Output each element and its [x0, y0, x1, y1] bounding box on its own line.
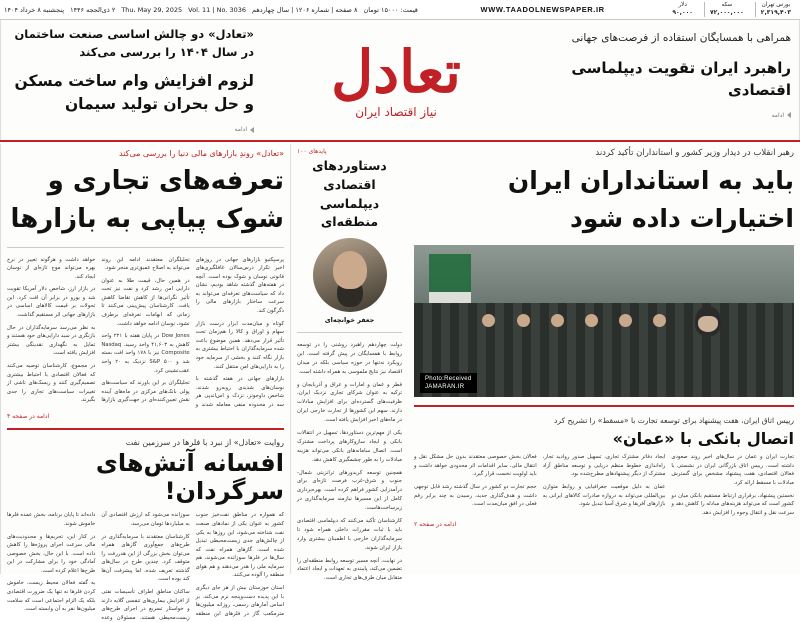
meta-box-coin	[704, 2, 749, 16]
site-url[interactable]: WWW.TAADOLNEWSPAPER.IR	[480, 5, 605, 14]
issue-volume: Vol. 11 | No. 3036	[188, 5, 247, 14]
person-head	[517, 314, 530, 327]
paragraph: همچنین توسعه کریدورهای ترانزیتی شمال-جنوب و شرق-غرب فرصت تازه‌ای برای درآمدزایی کشور فراهم کرده است. بهره‌برداری کامل از این مسیرها نیازمند سرمایه‌گذاری در زیرساخت‌هاست.	[297, 469, 402, 512]
masthead-right-teaser	[0, 20, 262, 140]
person-head	[551, 314, 564, 327]
masthead-left-headline[interactable]: راهبرد ایران تقویت دیپلماسی اقتصادی	[571, 58, 791, 100]
paragraph: تجارت ایران و عمان در سال‌های اخیر روند صعودی داشته است. رییس اتاق بازرگانی ایران در نشستی با فعالان اقتصادی، هفت پیشنهاد مشخص برای گسترش مبادلات با مسقط ارائه کرد.	[671, 454, 794, 486]
paragraph: استان خوزستان بیش از هر جای دیگری با این پدیده دست‌وپنجه نرم می‌کند. بر اساس آمارهای رسمی، روزانه میلیون‌ها مترمکعب گاز در فلرهای این منطقه سوزانده می‌شود که ارزش اقتصادی آن به میلیاردها تومان می‌رسد.	[101, 512, 284, 617]
feature-body	[7, 511, 284, 622]
meta-value-dollar: ۹۰,۰۰۰	[672, 9, 693, 17]
second-story-headline[interactable]: اتصال بانکی با «عمان»	[612, 429, 794, 449]
paragraph: در نهایت، آنچه مسیر توسعه روابط منطقه‌ای را تضمین می‌کند، پایبندی به تعهدات و ایجاد اعتماد متقابل میان طرف‌های تجاری است.	[297, 557, 402, 582]
paragraph: ایجاد دفاتر مشترک تجاری، تسهیل صدور روادید تجار، راه‌اندازی خطوط منظم دریایی و توسعه مناطق آزاد مشترک از دیگر پیشنهادهای مطرح‌شده بود.	[542, 454, 666, 478]
divider-red	[7, 428, 284, 430]
right-story-continue[interactable]: ادامه در صفحه ۴	[7, 413, 50, 421]
paragraph: عمان به دلیل موقعیت جغرافیایی و روابط متوازن بین‌المللی می‌تواند به دروازه صادرات کالاهای ایرانی به بازارهای آفریقا و شرق آسیا تبدیل شود.	[542, 483, 666, 508]
paragraph: نخستین پیشنهاد، برقراری ارتباط مستقیم بانکی میان دو کشور است که می‌تواند هزینه‌های مبادله را کاهش دهد و سرعت نقل و انتقال وجوه را افزایش دهد.	[671, 492, 794, 516]
column-right	[0, 144, 290, 621]
lead-story-photo	[414, 245, 794, 397]
paragraph: به نظر می‌رسد سرمایه‌گذاران در حال بازنگری در سبد دارایی‌های خود هستند و تمایل به نگهداری نقدینگی بیشتر افزایش یافته است.	[7, 324, 96, 357]
feature-headline[interactable]: افسانه آتش‌های سرگردان!	[95, 449, 284, 506]
second-story-continue[interactable]: ادامه در صفحه ۲	[414, 521, 457, 529]
divider-red	[414, 405, 794, 407]
mid-column-title[interactable]: دستاوردهای اقتصادی دیپلماسی منطقه‌ای	[312, 158, 387, 230]
paragraph: کوتاه و میان‌مدت ابزار درست بازار سهام و اوراق و کالا را هم‌زمان تحت تأثیر قرار می‌دهد. همین موضوع باعث شده سرمایه‌گذاران با احتیاط بیشتری به بازار نگاه کنند و بخشی از سرمایه خود را به دارایی‌های امن منتقل کنند.	[195, 320, 284, 370]
topbar	[0, 0, 800, 20]
paragraph: در بازار ارز، شاخص دلار آمریکا تقویت شد و یورو در برابر آن افت کرد. این تحولات بر قیمت کالاهای اساسی در بازارهای جهانی اثر مستقیم گذاشت.	[7, 286, 96, 319]
second-story-body	[414, 453, 794, 517]
section-badge: پایدهای ۱۰۰	[297, 148, 327, 155]
date-persian: پنجشنبه ۸ خرداد ۱۴۰۴	[4, 5, 65, 14]
paragraph: یکی از مهم‌ترین دستاوردها، تسهیل در انتقالات بانکی و ایجاد سازوکارهای پرداخت مشترک است. اتصال سامانه‌های بانکی می‌تواند هزینه مبادلات را به طور چشمگیری کاهش دهد.	[297, 430, 402, 463]
lead-story-headline[interactable]: باید به استانداران ایران اختیارات داده شود	[507, 166, 794, 233]
paragraph: در همین حال، قیمت طلا به عنوان دارایی امن رشد کرد و نفت نیز تحت تأثیر نگرانی‌ها از کاهش تقاضا کاهش یافت. کارشناسان پیش‌بینی می‌کنند تا زمانی که ابهامات تعرفه‌ای برطرف نشود، نوسان ادامه خواهد داشت.	[101, 277, 190, 327]
more-label-left: ادامه	[771, 111, 784, 119]
paragraph: تحلیلگران بر این باورند که سیاست‌های پولی بانک‌های مرکزی در ماه‌های آینده نقش تعیین‌کننده‌ای در جهت‌گیری بازارها خواهد داشت و هرگونه تغییر در نرخ بهره می‌تواند موج تازه‌ای از نوسان ایجاد کند.	[7, 256, 190, 404]
masthead	[0, 20, 800, 142]
masthead-right-more[interactable]	[235, 126, 254, 133]
person-head	[585, 314, 598, 327]
meta-label-coin: سکه	[721, 2, 733, 9]
feature-kicker: روایت «تعادل» از نبرد با فلرها در سرزمین نفت	[125, 438, 284, 448]
paragraph: در مجموع، کارشناسان توصیه می‌کنند که فعالان اقتصادی با احتیاط بیشتری تصمیم‌گیری کنند و ریسک‌های ناشی از تغییرات سیاست‌های تجاری را جدی بگیرند.	[7, 362, 96, 404]
masthead-left-more[interactable]	[772, 112, 791, 119]
mid-column-body	[297, 341, 402, 583]
newspaper-tagline: نیاز اقتصاد ایران	[355, 105, 437, 119]
topbar-date-group	[4, 6, 418, 14]
author-name: جعفر خوانچه‌ای	[324, 316, 375, 324]
masthead-left-kicker: همراهی با همسایگان استفاده از فرصت‌های جهانی	[571, 32, 791, 44]
masthead-right-headline[interactable]: لزوم افزایش وام ساخت مسکن و حل بحران تولید سیمان	[14, 71, 254, 113]
paragraph: در کنار این، تحریم‌ها و محدودیت‌های مالی سرعت اجرای پروژه‌ها را کاهش داده است. با این حال، بخش خصوصی آمادگی خود را برای مشارکت در این طرح‌ها اعلام کرده است.	[7, 533, 96, 574]
meta-label-bourse: بورس تهران	[761, 2, 791, 9]
second-story-kicker: رییس اتاق ایران، هفت پیشنهاد برای توسعه تجارت با «مسقط» را تشریح کرد	[554, 416, 794, 425]
paragraph: به گفته فعالان محیط زیست، خاموش کردن فلرها نه تنها یک ضرورت اقتصادی بلکه یک الزام اجتماعی است که سلامت میلیون‌ها نفر به آن وابسته است.	[7, 580, 96, 613]
paragraph: که همواره در مناطق نفت‌خیز جنوب کشور به عنوان یکی از نمادهای صنعت نفت شناخته می‌شود، این روزها به یکی از چالش‌های جدی زیست‌محیطی تبدیل شده است. گازهای همراه نفت که سال‌ها در فلرها سوزانده می‌شوند، هم سرمایه ملی را هدر می‌دهند و هم هوای منطقه را آلوده می‌کنند.	[195, 512, 284, 579]
paragraph: Dow Jones در پایان هفته با ۲۲۱ واحد کاهش به ۴۱,۶۰۳ واحد رسید. Nasdaq Composite نیز با ۱۷۸ واحد افت بسته شد و S&P ۵۰۰ نزدیک به ۲۰ واحد عقب‌نشینی کرد.	[101, 333, 190, 374]
paragraph: پرسپکتیو بازارهای جهانی در روزهای اخیر تکرار درس‌سالان غافلگیری‌های قانونی نوسان و شوک بوده است. آنچه در هفته‌های گذشته شاهد بودیم، نشان داد که سیاست‌های تعرفه‌ای می‌تواند به سرعت ساختار بازارهای مالی را دگرگون کند.	[195, 256, 284, 315]
meta-box-bourse	[755, 2, 796, 16]
topbar-meta-group	[667, 2, 796, 16]
photo-credit-line1: Photo:Received	[425, 375, 472, 382]
paragraph: کارشناسان تأکید می‌کنند که دیپلماسی اقتصادی باید با ثبات مقررات داخلی همراه شود تا سرمایه‌گذاران خارجی با اطمینان بیشتری وارد بازار ایران شوند.	[297, 518, 402, 551]
issue-price: قیمت: ۱۵۰۰۰ تومان	[363, 5, 418, 14]
column-middle	[290, 144, 408, 582]
meta-value-bourse: ۲,۳۱۹,۴۰۳	[760, 9, 791, 17]
paragraph: کارشناسان معتقدند با سرمایه‌گذاری در طرح‌های جمع‌آوری گازهای همراه می‌توان بخش بزرگی از این هدررفت را متوقف کرد. چندین طرح در سال‌های گذشته تعریف شده، اما پیشرفت آن‌ها کند بوده است.	[101, 533, 190, 583]
right-story-kicker: «تعادل» روندِ بازارهای مالی دنیا را بررسی می‌کند	[119, 149, 284, 158]
meta-box-dollar	[667, 2, 698, 16]
meta-label-dollar: دلار	[678, 2, 687, 9]
author-portrait	[313, 238, 387, 312]
more-label-right: ادامه	[234, 126, 247, 134]
issue-pages: ۸ صفحه | شماره ۱۲۰۶ | سال چهاردهم	[252, 5, 358, 14]
paragraph: قطر و عمان و امارات و عراق و آذربایجان و ترکیه به عنوان شرکای تجاری نزدیک ایران، ظرفیت‌های گسترده‌ای برای افزایش مبادلات دارند. سهم این کشورها از تجارت خارجی ایران در ماه‌های اخیر افزایش یافته است.	[297, 381, 402, 424]
paragraph: دولت چهاردهم راهبرد روشنی را در توسعه روابط با همسایگان در پیش گرفته است. این رویکرد نه‌تنها در حوزه سیاسی بلکه در میدان اقتصاد نیز نتایج ملموسی به همراه داشته است.	[297, 342, 402, 375]
divider	[297, 332, 402, 333]
masthead-logo-block	[262, 20, 530, 140]
paragraph: ساکنان مناطق اطراف تأسیسات نفتی از افزایش بیماری‌های تنفسی گلایه دارند و خواستار تسریع در اجرای طرح‌های زیست‌محیطی هستند. مسئولان وعده داده‌اند تا پایان برنامه، بخش عمده فلرها خاموش شوند.	[7, 512, 190, 621]
masthead-right-kicker: «تعادل» دو چالش اساسی صنعت ساختمان در سال ۱۴۰۴ را بررسی می‌کند	[14, 27, 254, 59]
column-left	[408, 144, 800, 574]
lead-story-kicker: رهبر انقلاب در دیدار وزیر کشور و استانداران تأکید کردند	[595, 148, 794, 158]
paragraph: فعالان بخش خصوصی معتقدند بدون حل مشکل نقل و انتقال مالی، سایر اقدامات اثر محدودی خواهد داشت و باید اولویت نخست قرار گیرد.	[414, 454, 537, 478]
right-story-headline[interactable]: تعرفه‌های تجاری و شوک پیاپی به بازارها	[10, 166, 284, 234]
meta-value-coin: ۷۲,۰۰۰,۰۰۰	[709, 9, 744, 17]
photo-credit	[420, 373, 477, 393]
masthead-left-teaser	[530, 20, 800, 140]
paragraph: بازارهای جهانی در هفته گذشته با نوسان‌های شدیدی روبه‌رو شدند. شاخص داوجونز، نزدک و اس‌اندپی هر سه در محدوده منفی معامله شدند و تحلیلگران معتقدند ادامه این روند می‌تواند به اصلاح عمیق‌تری منجر شود.	[101, 256, 284, 408]
arrow-left-icon	[250, 127, 254, 133]
divider	[7, 247, 284, 248]
date-english: Thu، May 29, 2025	[121, 5, 183, 14]
right-story-body	[7, 256, 284, 410]
newspaper-logo: تعادل	[331, 38, 461, 106]
arrow-left-icon	[787, 112, 791, 118]
main-content	[0, 144, 800, 621]
paragraph: حجم تجارت دو کشور در سال گذشته رشد قابل توجهی داشت و هدف‌گذاری جدید، رسیدن به چند برابر رقم فعلی در افق میان‌مدت است.	[414, 483, 537, 508]
leader-figure	[695, 306, 721, 336]
photo-credit-line2: JAMARAN.IR	[425, 383, 465, 390]
date-hijri: ۲ ذی‌الحجه ۱۴۴۶	[70, 5, 116, 14]
